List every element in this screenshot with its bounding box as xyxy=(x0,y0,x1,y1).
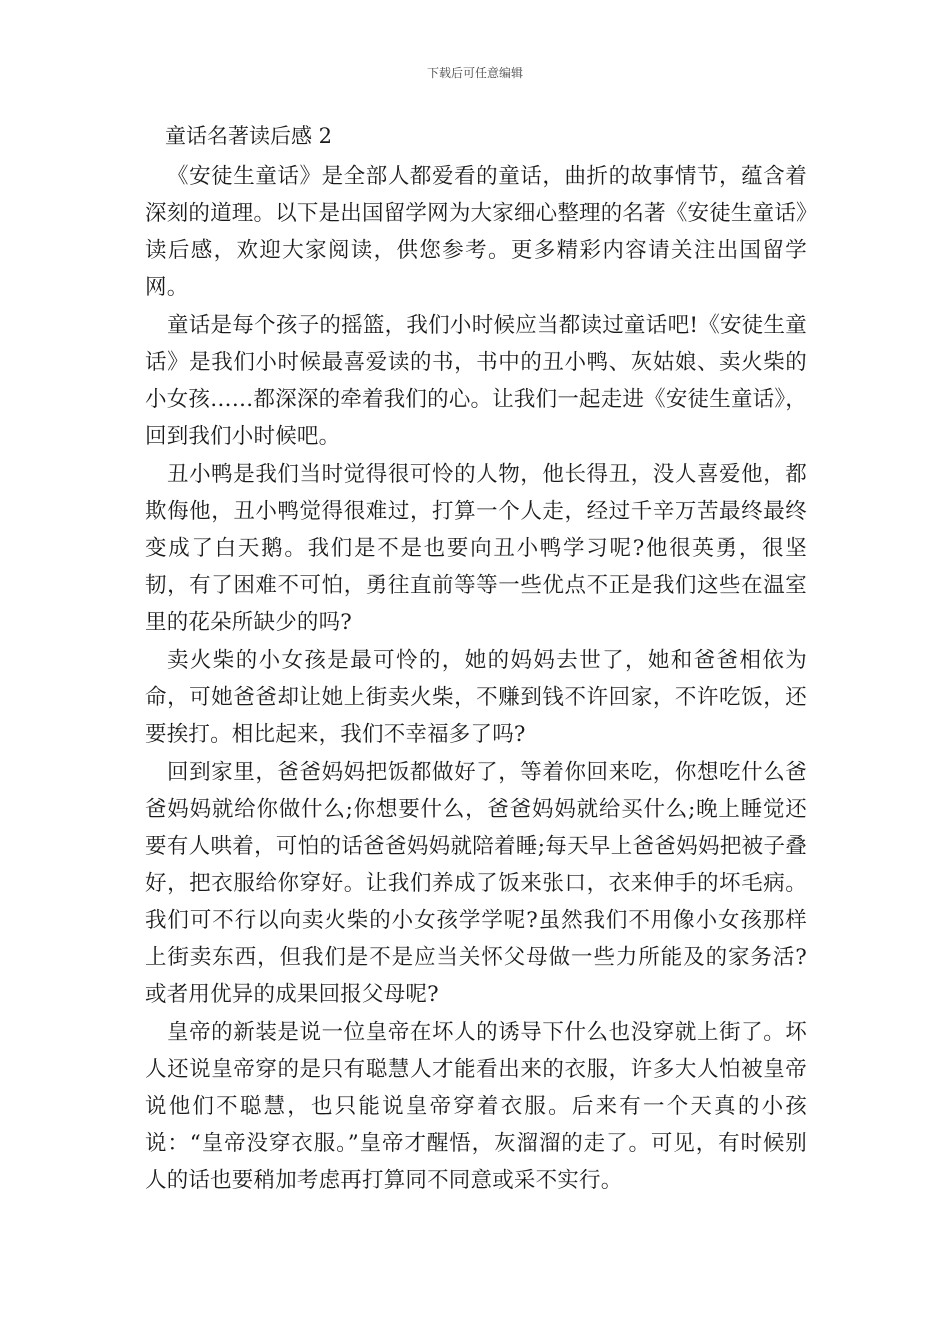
paragraph-emperor: 皇帝的新装是说一位皇帝在坏人的诱导下什么也没穿就上街了。坏人还说皇帝穿的是只有聪慧人才能看出来的衣服，许多大人怕被皇帝说他们不聪慧，也只能说皇帝穿着衣服。后来有一个天真的小孩说：“皇帝没穿衣服。”皇帝才醒悟，灰溜溜的走了。可见，有时候别人的话也要稍加考虑再打算同不同意或采不实行。 xyxy=(145,1020,807,1193)
paragraph-intro: 《安徒生童话》是全部人都爱看的童话，曲折的故事情节，蕴含着深刻的道理。以下是出国留学网为大家细心整理的名著《安徒生童话》读后感，欢迎大家阅读，供您参考。更多精彩内容请关注出国留学网。 xyxy=(145,164,807,300)
document-title: 童话名著读后感 2 xyxy=(165,124,333,148)
paragraph-childhood: 童话是每个孩子的摇篮，我们小时候应当都读过童话吧!《安徒生童话》是我们小时候最喜爱读的书，书中的丑小鸭、灰姑娘、卖火柴的小女孩……都深深的牵着我们的心。让我们一起走进《安徒生童话》，回到我们小时候吧。 xyxy=(145,313,807,449)
paragraph-home: 回到家里，爸爸妈妈把饭都做好了，等着你回来吃，你想吃什么爸爸妈妈就给你做什么;你想要什么，爸爸妈妈就给买什么;晚上睡觉还要有人哄着，可怕的话爸爸妈妈就陪着睡;每天早上爸爸妈妈把被子叠好，把衣服给你穿好。让我们养成了饭来张口，衣来伸手的坏毛病。我们可不行以向卖火柴的小女孩学学呢?虽然我们不用像小女孩那样上街卖东西，但我们是不是应当关怀父母做一些力所能及的家务活?或者用优异的成果回报父母呢? xyxy=(145,760,807,1007)
paragraph-match-girl: 卖火柴的小女孩是最可怜的，她的妈妈去世了，她和爸爸相依为命，可她爸爸却让她上街卖火柴，不赚到钱不许回家，不许吃饭，还要挨打。相比起来，我们不幸福多了吗? xyxy=(145,648,807,747)
paragraph-ugly-duckling: 丑小鸭是我们当时觉得很可怜的人物，他长得丑，没人喜爱他，都欺侮他，丑小鸭觉得很难过，打算一个人走，经过千辛万苦最终最终变成了白天鹅。我们是不是也要向丑小鸭学习呢?他很英勇，很坚韧，有了困难不可怕，勇往直前等等一些优点不正是我们这些在温室里的花朵所缺少的吗? xyxy=(145,462,807,635)
page-header: 下载后可任意编辑 xyxy=(426,66,523,80)
document-body xyxy=(145,118,807,1200)
